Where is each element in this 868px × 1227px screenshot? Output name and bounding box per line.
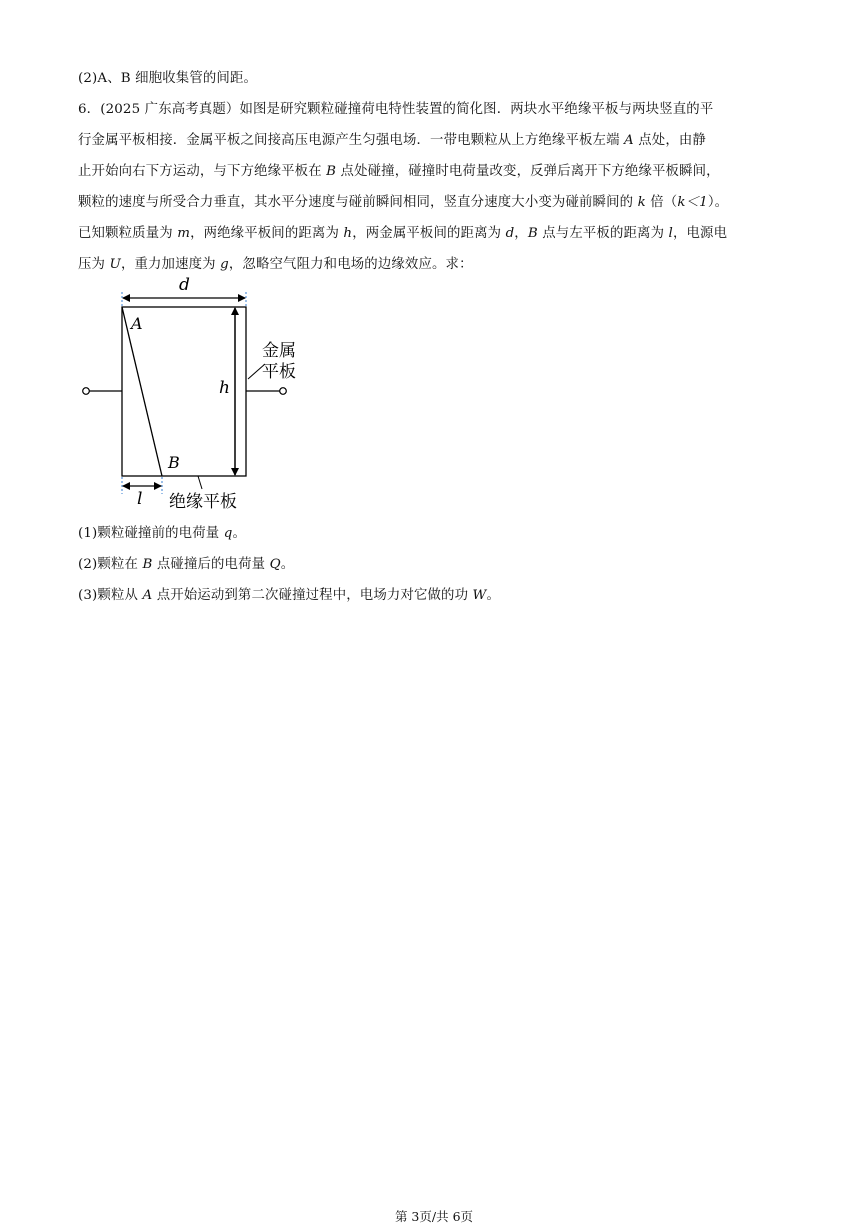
label-insulating-plate: 绝缘平板 [169, 492, 237, 512]
var-h: h [343, 226, 353, 241]
problem-line-4 [78, 191, 728, 210]
label-b: B [168, 453, 180, 472]
text: 点处，由静 [633, 133, 706, 148]
problem-line-2 [78, 129, 706, 148]
text: 止开始向右下方运动，与下方绝缘平板在 [78, 164, 327, 179]
var-d: d [505, 226, 515, 241]
text: 倍（ [645, 195, 678, 210]
question-2 [78, 553, 294, 572]
text: 点处碰撞，碰撞时电荷量改变，反弹后离开下方绝缘平板瞬间， [336, 164, 720, 179]
question-1 [78, 522, 246, 541]
var-b: B [142, 557, 153, 572]
k-condition: k＜1 [677, 195, 708, 210]
label-metal-plate-1: 金属 [262, 341, 296, 361]
prev-question-2: (2)A、B 细胞收集管的间距。 [78, 71, 258, 86]
text: ）。 [707, 195, 729, 210]
text: 行金属平板相接．金属平板之间接高压电源产生匀强电场．一带电颗粒从上方绝缘平板左端 [78, 133, 625, 148]
apparatus-diagram [76, 274, 316, 514]
var-g: g [220, 257, 229, 272]
text: ，忽略空气阻力和电场的边缘效应。求： [228, 257, 473, 272]
text: 。 [486, 588, 500, 603]
label-d: d [179, 275, 190, 295]
text: (3)颗粒从 [78, 588, 143, 603]
problem-line-1: 6．(2025 广东高考真题）如图是研究颗粒碰撞荷电特性装置的简化图．两块水平绝缘平板与两块竖直的平 [78, 102, 714, 117]
problem-line-5 [78, 222, 727, 241]
var-a: A [624, 133, 634, 148]
label-h: h [219, 378, 230, 398]
var-m: m [177, 226, 191, 241]
text: ，两金属平板间的距离为 [352, 226, 506, 241]
question-3 [78, 584, 500, 603]
text: 点碰撞后的电荷量 [152, 557, 270, 572]
text: (1)颗粒碰撞前的电荷量 [78, 526, 224, 541]
insulating-plate-leader [198, 476, 202, 489]
text: (2)颗粒在 [78, 557, 143, 572]
text: ，两绝缘平板间的距离为 [190, 226, 344, 241]
text: ，重力加速度为 [120, 257, 221, 272]
var-k: k [637, 195, 646, 210]
label-metal-plate-2: 平板 [262, 362, 296, 382]
problem-line-3 [78, 160, 720, 179]
text: 点开始运动到第二次碰撞过程中，电场力对它做的功 [152, 588, 473, 603]
label-l: l [137, 489, 143, 509]
right-terminal [280, 388, 287, 395]
var-u: U [109, 257, 121, 272]
text: 点与左平板的距离为 [537, 226, 669, 241]
text: 。 [280, 557, 295, 572]
problem-line-6 [78, 253, 473, 272]
text: 。 [232, 526, 246, 541]
text: 颗粒的速度与所受合力垂直，其水平分速度与碰前瞬间相同，竖直分速度大小变为碰前瞬间的 [78, 195, 638, 210]
var-q-upper: Q [269, 557, 281, 572]
text: 已知颗粒质量为 [78, 226, 178, 241]
text: 压为 [78, 257, 110, 272]
var-q: q [223, 526, 233, 541]
var-l: l [668, 226, 673, 241]
var-b: B [527, 226, 538, 241]
text: ， [514, 226, 528, 241]
var-a: A [142, 588, 153, 603]
label-a: A [131, 314, 143, 333]
text: ，电源电 [672, 226, 728, 241]
page-footer: 第 3页/共 6页 [394, 1209, 474, 1224]
left-terminal [83, 388, 90, 395]
var-w: W [472, 588, 487, 603]
var-b: B [326, 164, 337, 179]
